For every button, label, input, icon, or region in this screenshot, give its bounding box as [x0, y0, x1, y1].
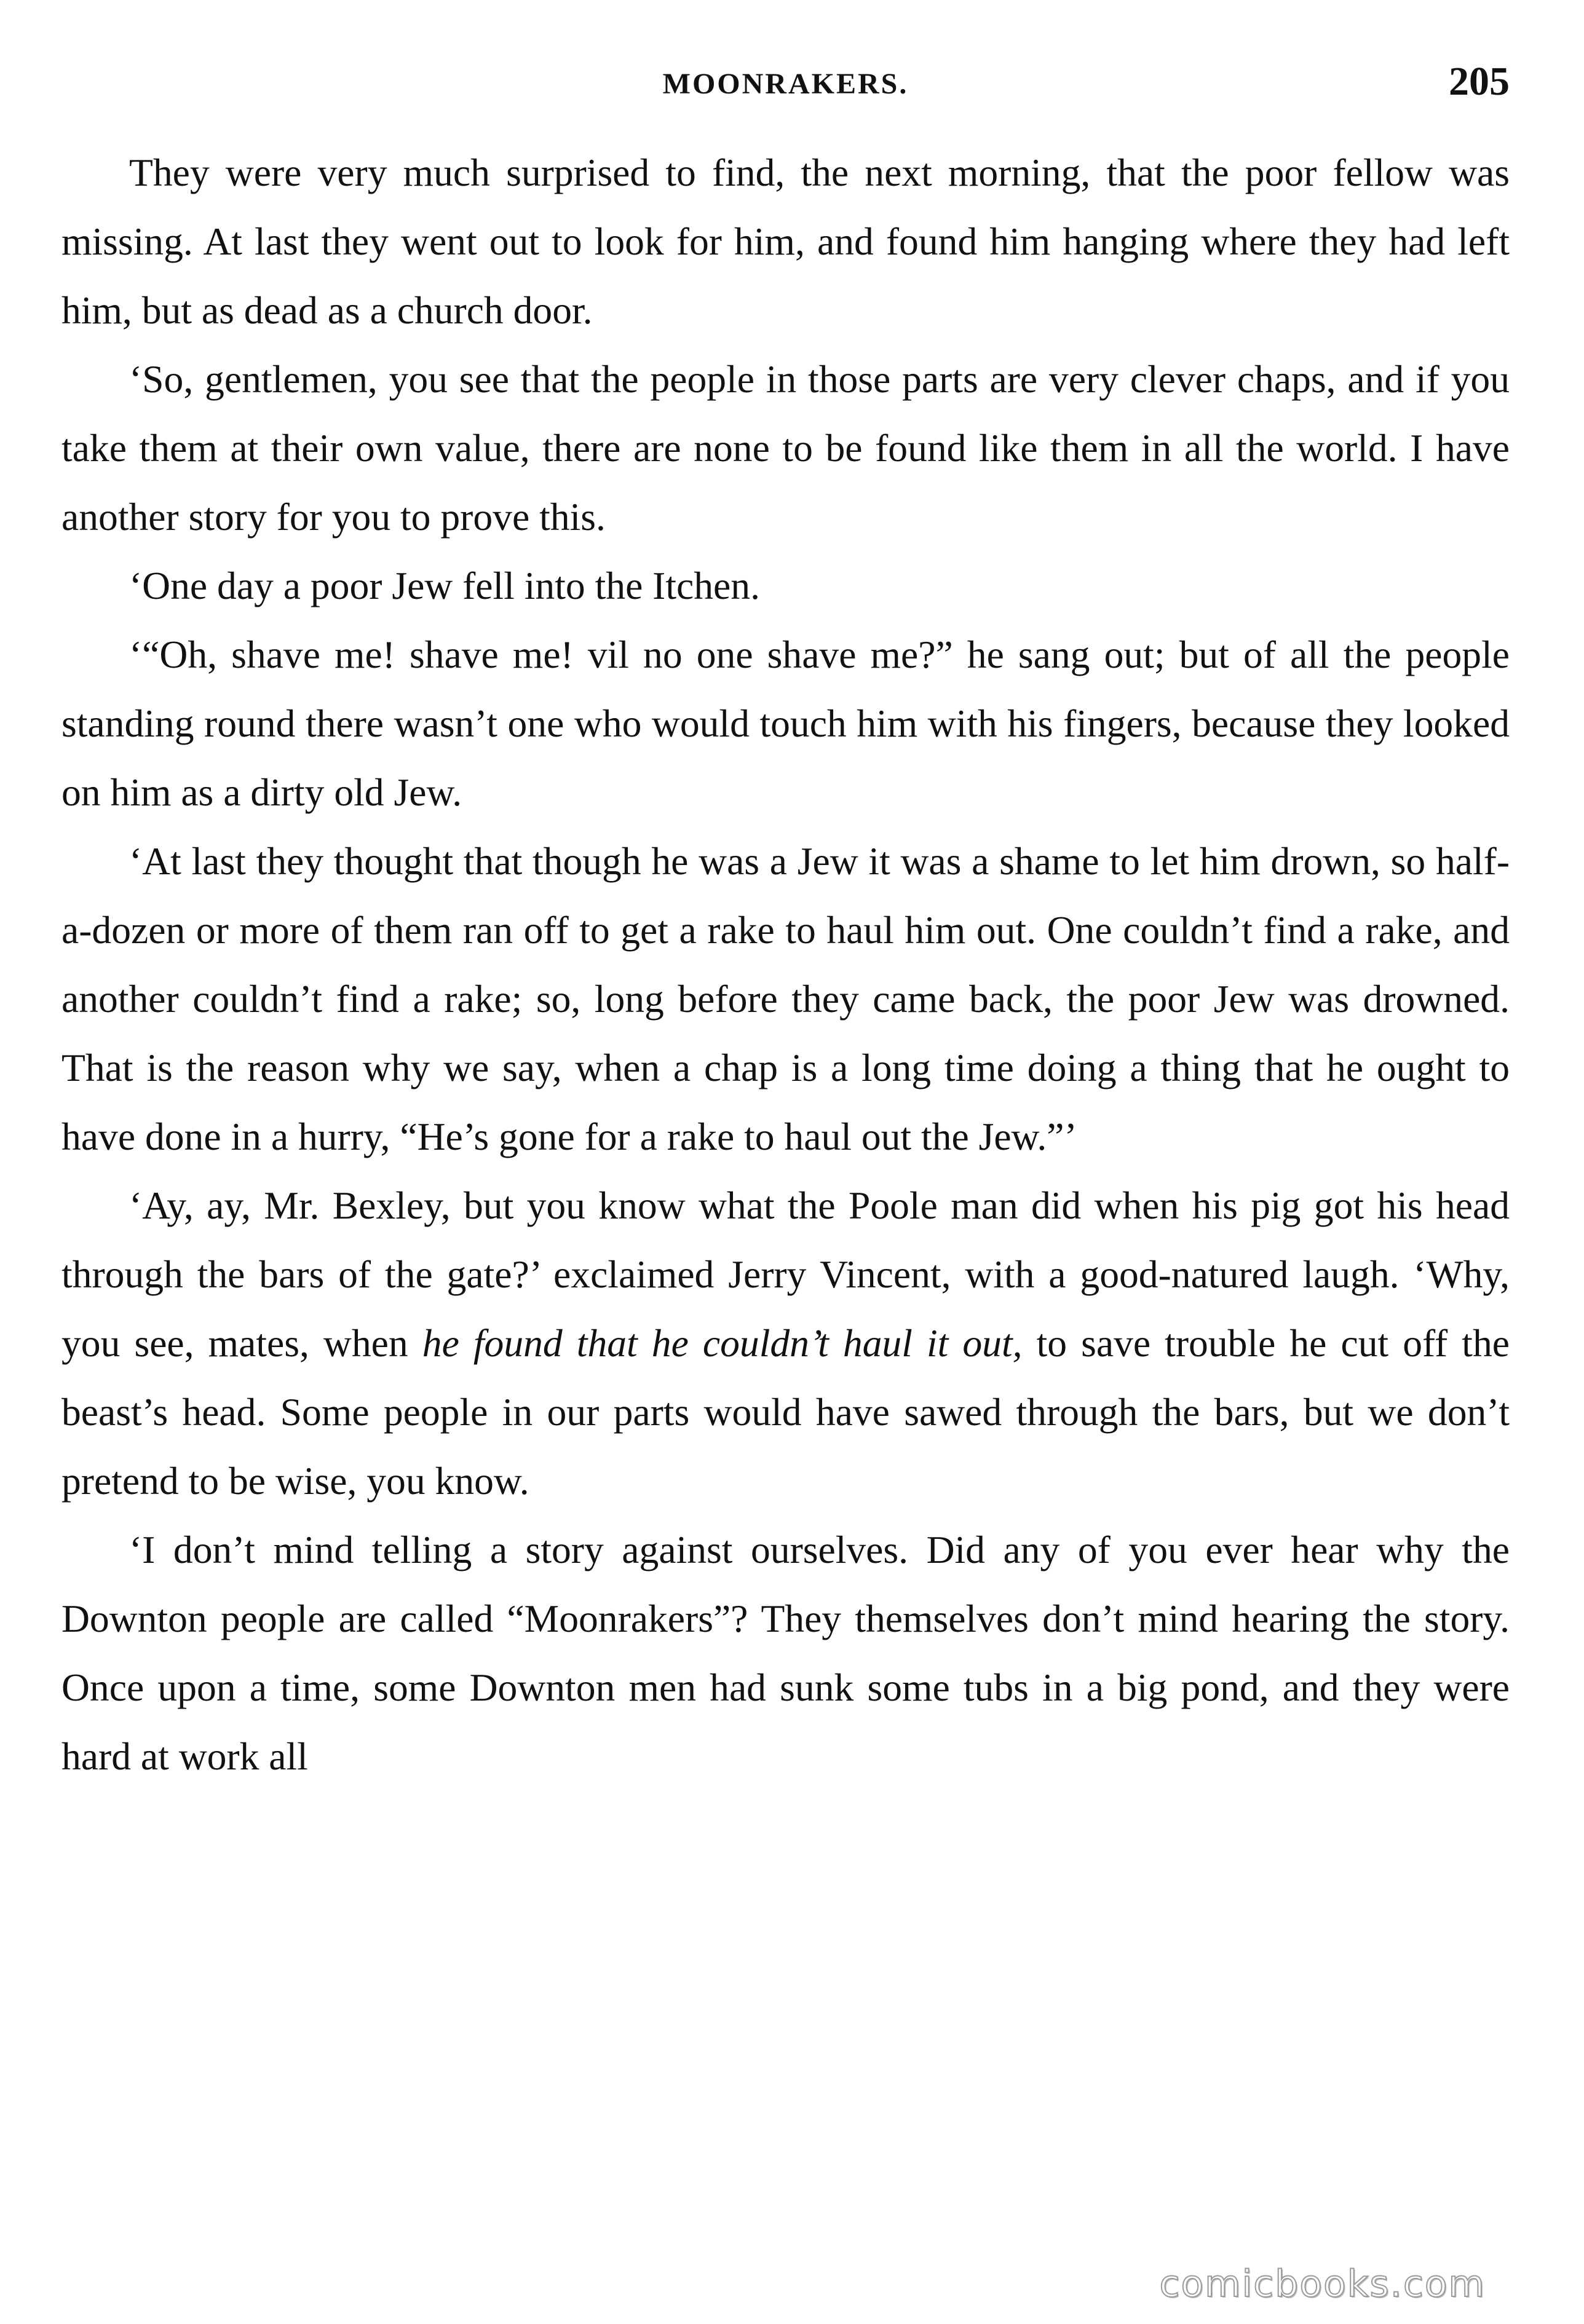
watermark: comicbooks.com [1159, 2263, 1486, 2306]
paragraph-4: ‘“Oh, shave me! shave me! vil no one shave me?” he sang out; but of all the people standing round there wasn’t one who would touch him with his fingers, because they looked on him as a dirty old Jew. [61, 633, 1510, 814]
paragraph-2: ‘So, gentlemen, you see that the people in those parts are very clever chaps, and if you take them at their own value, there are none to be found like them in all the world. I have another story for you to prove this. [61, 357, 1510, 539]
paragraph-1: They were very much surprised to find, the next morning, that the poor fellow was missing. At last they went out to look for him, and found him hanging where they had left him, but as dead as a church door. [61, 151, 1510, 332]
running-head-title: MOONRAKERS. [662, 68, 909, 100]
paragraph-5: ‘At last they thought that though he was a Jew it was a shame to let him drown, so half-a-dozen or more of them ran off to get a rake to haul him out. One couldn’t find a rake, and another couldn’t find a rake; so, long before they came back, the poor Jew was drowned. That is the reason why we say, when a chap is a long time doing a thing that he ought to have done in a hurry, “He’s gone for a rake to haul out the Jew.”’ [61, 839, 1510, 1158]
paragraph-6-italic: he found that he couldn’t haul it out, [422, 1321, 1023, 1365]
paragraph-3: ‘One day a poor Jew fell into the Itchen. [129, 564, 760, 607]
paragraph-6 [61, 1171, 1510, 1516]
paragraph-6-start: ‘Ay, ay, Mr. Bexley, but you know what the Poole man did when his pig got his head through the bars of the gate?’ exclaimed Jerry Vincent, with a good-natured laugh. ‘Why, you see, mates, when [61, 1184, 1510, 1365]
page-number: 205 [1449, 59, 1510, 104]
paragraph-7: ‘I don’t mind telling a story against ourselves. Did any of you ever hear why the Downton people are called “Moonrakers”? They themselves don’t mind hearing the story. Once upon a time, some Downton men had sunk some tubs in a big pond, and they were hard at work all [61, 1528, 1510, 1778]
paragraph-6-end: to save trouble he cut off the beast’s head. Some people in our parts would have sawed through the bars, but we don’t pretend to be wise, you know. [61, 1321, 1510, 1503]
body-text [61, 138, 1510, 1791]
running-head [61, 58, 1510, 108]
